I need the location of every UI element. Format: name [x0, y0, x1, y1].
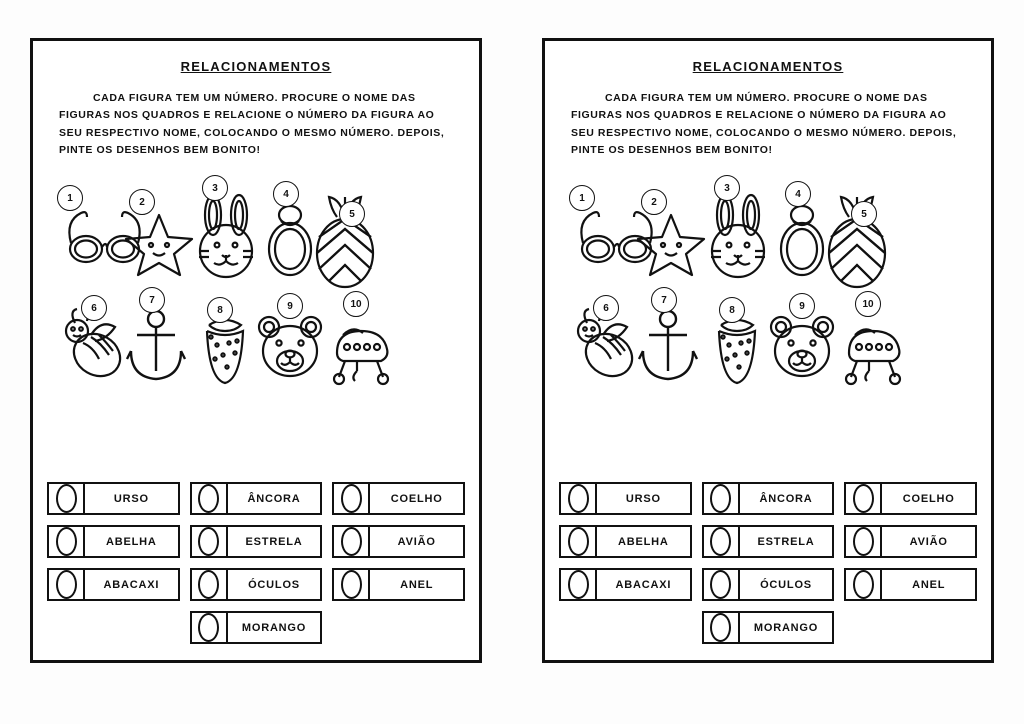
answer-label: ÓCULOS: [248, 578, 300, 591]
instructions-block: [571, 90, 965, 159]
aviao-airplane-drawing: [835, 313, 909, 387]
picture-number-10: 10: [855, 291, 881, 317]
answer-number-cell[interactable]: [192, 613, 228, 642]
answer-number-cell[interactable]: [49, 527, 85, 556]
answer-column-3: [332, 482, 465, 644]
answer-row-abelha[interactable]: [559, 525, 692, 558]
instruction-line-4: PINTE OS DESENHOS BEM BONITO!: [571, 143, 773, 156]
instruction-line-4: PINTE OS DESENHOS BEM BONITO!: [59, 143, 261, 156]
answer-number-cell[interactable]: [561, 484, 597, 513]
answer-row-aviao[interactable]: [844, 525, 977, 558]
page-title: RELACIONAMENTOS: [692, 59, 844, 74]
answer-row-coelho[interactable]: [332, 482, 465, 515]
picture-number-5: 5: [339, 201, 365, 227]
worksheet-left: [30, 38, 482, 663]
picture-number-8: 8: [719, 297, 745, 323]
answer-row-spacer: [47, 611, 180, 644]
instruction-line-2: FIGURAS NOS QUADROS E RELACIONE O NÚMERO DA FIGURA AO: [571, 109, 947, 122]
page-title: RELACIONAMENTOS: [180, 59, 332, 74]
oval-icon: [853, 527, 874, 556]
coelho-rabbit-drawing: [187, 193, 265, 281]
oval-icon: [198, 527, 219, 556]
answer-number-cell[interactable]: [49, 484, 85, 513]
answer-number-cell[interactable]: [334, 484, 370, 513]
picture-number-3: 3: [202, 175, 228, 201]
oval-icon: [56, 570, 77, 599]
picture-number-4: 4: [273, 181, 299, 207]
answer-number-cell[interactable]: [192, 570, 228, 599]
picture-number-9: 9: [277, 293, 303, 319]
oval-icon: [341, 484, 362, 513]
answer-number-cell[interactable]: [704, 527, 740, 556]
answer-number-cell[interactable]: [846, 570, 882, 599]
picture-number-6: 6: [593, 295, 619, 321]
answer-label: ANEL: [400, 578, 434, 591]
answer-row-ancora[interactable]: [190, 482, 323, 515]
answer-label: COELHO: [902, 492, 955, 505]
answer-number-cell[interactable]: [846, 527, 882, 556]
answer-label: AVIÃO: [909, 535, 948, 548]
answer-number-cell[interactable]: [334, 527, 370, 556]
oval-icon: [568, 527, 589, 556]
answer-row-urso[interactable]: [559, 482, 692, 515]
answer-number-cell[interactable]: [49, 570, 85, 599]
answer-label: ÂNCORA: [247, 492, 301, 505]
answer-label: ESTRELA: [245, 535, 303, 548]
oval-icon: [853, 484, 874, 513]
instruction-line-3: SEU RESPECTIVO NOME, COLOCANDO O MESMO NÚMERO. DEPOIS,: [571, 126, 957, 139]
answer-area: [47, 482, 465, 644]
answer-number-cell[interactable]: [561, 570, 597, 599]
answer-label: ABACAXI: [103, 578, 160, 591]
picture-number-5: 5: [851, 201, 877, 227]
oval-icon: [710, 613, 731, 642]
oval-icon: [853, 570, 874, 599]
answer-label: URSO: [625, 492, 661, 505]
coelho-rabbit-drawing: [699, 193, 777, 281]
answer-label: COELHO: [390, 492, 443, 505]
instruction-line-1: CADA FIGURA TEM UM NÚMERO. PROCURE O NOME DAS: [93, 92, 416, 104]
answer-row-aviao[interactable]: [332, 525, 465, 558]
picture-area: [47, 167, 465, 427]
answer-row-abelha[interactable]: [47, 525, 180, 558]
oval-icon: [568, 484, 589, 513]
answer-label: ANEL: [912, 578, 946, 591]
picture-number-4: 4: [785, 181, 811, 207]
oval-icon: [56, 527, 77, 556]
oval-icon: [710, 527, 731, 556]
oval-icon: [198, 484, 219, 513]
answer-row-spacer: [844, 611, 977, 644]
answer-row-anel[interactable]: [332, 568, 465, 601]
picture-number-7: 7: [139, 287, 165, 313]
answer-label: AVIÃO: [397, 535, 436, 548]
answer-row-spacer: [332, 611, 465, 644]
picture-number-2: 2: [641, 189, 667, 215]
oval-icon: [198, 570, 219, 599]
answer-label: MORANGO: [241, 621, 307, 634]
answer-row-urso[interactable]: [47, 482, 180, 515]
answer-column-1: [559, 482, 692, 644]
answer-number-cell[interactable]: [704, 570, 740, 599]
answer-column-2: [190, 482, 323, 644]
answer-number-cell[interactable]: [334, 570, 370, 599]
answer-row-estrela[interactable]: [702, 525, 835, 558]
oval-icon: [341, 570, 362, 599]
picture-number-2: 2: [129, 189, 155, 215]
answer-row-spacer: [559, 611, 692, 644]
picture-number-10: 10: [343, 291, 369, 317]
estrela-star-drawing: [635, 211, 707, 277]
answer-label: ESTRELA: [757, 535, 815, 548]
answer-row-ancora[interactable]: [702, 482, 835, 515]
instruction-line-1: CADA FIGURA TEM UM NÚMERO. PROCURE O NOME DAS: [605, 92, 928, 104]
oval-icon: [568, 570, 589, 599]
instructions-block: [59, 90, 453, 159]
answer-label: ABELHA: [618, 535, 669, 548]
answer-label: ÂNCORA: [759, 492, 813, 505]
answer-row-morango[interactable]: [190, 611, 323, 644]
instruction-line-2: FIGURAS NOS QUADROS E RELACIONE O NÚMERO DA FIGURA AO: [59, 109, 435, 122]
urso-bear-drawing: [253, 309, 329, 385]
answer-grid: [559, 482, 977, 644]
picture-number-1: 1: [569, 185, 595, 211]
estrela-star-drawing: [123, 211, 195, 277]
oval-icon: [710, 484, 731, 513]
answer-row-coelho[interactable]: [844, 482, 977, 515]
picture-number-7: 7: [651, 287, 677, 313]
answer-column-2: [702, 482, 835, 644]
answer-column-3: [844, 482, 977, 644]
answer-row-morango[interactable]: [702, 611, 835, 644]
oval-icon: [198, 613, 219, 642]
oval-icon: [56, 484, 77, 513]
answer-label: ABACAXI: [615, 578, 672, 591]
aviao-airplane-drawing: [323, 313, 397, 387]
instruction-line-3: SEU RESPECTIVO NOME, COLOCANDO O MESMO NÚMERO. DEPOIS,: [59, 126, 445, 139]
answer-number-cell[interactable]: [192, 484, 228, 513]
answer-label: ÓCULOS: [760, 578, 812, 591]
answer-row-abacaxi[interactable]: [559, 568, 692, 601]
answer-number-cell[interactable]: [846, 484, 882, 513]
answer-row-oculos[interactable]: [190, 568, 323, 601]
oval-icon: [710, 570, 731, 599]
answer-number-cell[interactable]: [704, 484, 740, 513]
picture-number-3: 3: [714, 175, 740, 201]
picture-number-9: 9: [789, 293, 815, 319]
answer-row-abacaxi[interactable]: [47, 568, 180, 601]
answer-number-cell[interactable]: [704, 613, 740, 642]
answer-label: MORANGO: [753, 621, 819, 634]
picture-number-1: 1: [57, 185, 83, 211]
answer-row-anel[interactable]: [844, 568, 977, 601]
ancora-anchor-drawing: [121, 307, 191, 385]
answer-area: [559, 482, 977, 644]
picture-number-8: 8: [207, 297, 233, 323]
picture-area: [559, 167, 977, 427]
answer-column-1: [47, 482, 180, 644]
answer-number-cell[interactable]: [192, 527, 228, 556]
picture-number-6: 6: [81, 295, 107, 321]
worksheet-right: [542, 38, 994, 663]
answer-row-oculos[interactable]: [702, 568, 835, 601]
answer-label: URSO: [113, 492, 149, 505]
answer-grid: [47, 482, 465, 644]
answer-number-cell[interactable]: [561, 527, 597, 556]
oval-icon: [341, 527, 362, 556]
urso-bear-drawing: [765, 309, 841, 385]
answer-row-estrela[interactable]: [190, 525, 323, 558]
answer-label: ABELHA: [106, 535, 157, 548]
ancora-anchor-drawing: [633, 307, 703, 385]
